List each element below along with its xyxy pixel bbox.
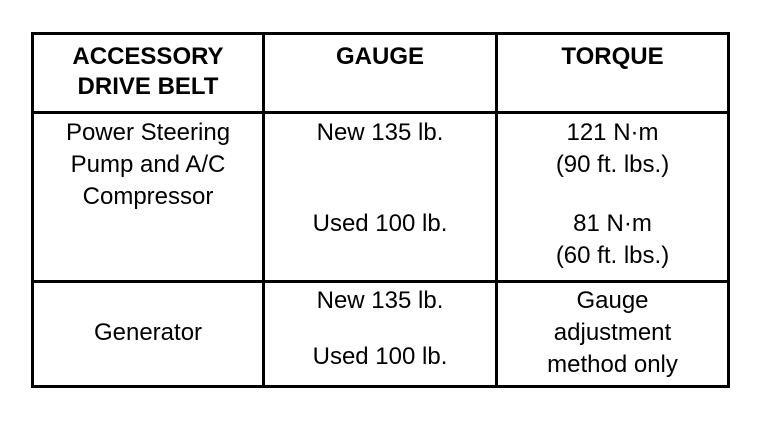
gauge-used: Used 100 lb. <box>312 210 448 237</box>
belt-line: Power Steering <box>65 119 231 146</box>
header-gauge <box>265 35 498 111</box>
torque-cell <box>498 283 727 385</box>
gauge-used: Used 100 lb. <box>312 343 448 370</box>
belt-tension-spec-table <box>31 32 730 388</box>
torque-line: Gauge <box>576 287 649 314</box>
header-belt-line2: DRIVE BELT <box>77 73 219 100</box>
torque-line: method only <box>547 351 678 378</box>
header-gauge-label: GAUGE <box>335 43 424 70</box>
table-row <box>34 283 727 385</box>
table-header-row <box>34 35 727 114</box>
torque-used-line2: (60 ft. lbs.) <box>555 242 670 269</box>
gauge-new: New 135 lb. <box>316 119 444 146</box>
gauge-new: New 135 lb. <box>316 287 444 314</box>
belt-line: Compressor <box>82 183 214 210</box>
belt-cell <box>34 114 265 280</box>
torque-cell <box>498 114 727 280</box>
header-accessory-drive-belt <box>34 35 265 111</box>
torque-line: adjustment <box>553 319 672 346</box>
torque-new-line1: 121 N·m <box>566 119 659 146</box>
header-belt-line1: ACCESSORY <box>72 43 224 70</box>
gauge-cell <box>265 283 498 385</box>
belt-cell <box>34 283 265 385</box>
torque-new-line2: (90 ft. lbs.) <box>555 151 670 178</box>
header-torque <box>498 35 727 111</box>
belt-line: Pump and A/C <box>70 151 226 178</box>
torque-used-line1: 81 N·m <box>573 210 652 237</box>
header-torque-label: TORQUE <box>561 43 664 70</box>
gauge-cell <box>265 114 498 280</box>
belt-line: Generator <box>93 319 203 346</box>
table-row <box>34 114 727 283</box>
